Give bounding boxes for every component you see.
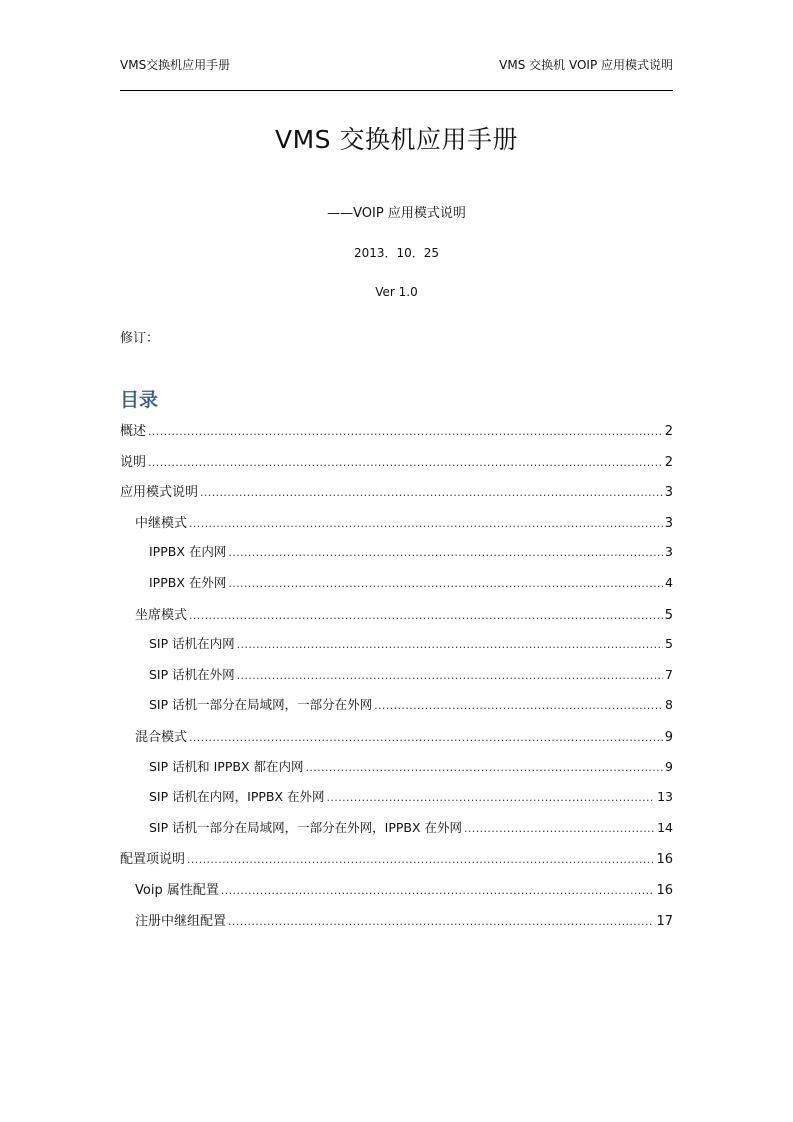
toc-entry-title: IPPBX 在外网 xyxy=(149,574,227,590)
toc-entry-title: 说明 xyxy=(120,454,147,470)
toc-dot-leader xyxy=(237,669,663,682)
toc-entry-page: 3 xyxy=(665,544,673,560)
toc-entry[interactable] xyxy=(120,757,673,788)
document-title: VMS 交换机应用手册 xyxy=(275,125,518,154)
toc-entry[interactable] xyxy=(120,818,673,849)
toc-entry-page: 8 xyxy=(665,697,673,713)
toc-heading: 目录 xyxy=(120,389,159,411)
toc-dot-leader xyxy=(189,609,663,622)
toc-entry-page: 3 xyxy=(664,515,673,531)
toc-entry-page: 2 xyxy=(664,424,673,439)
toc-dot-leader xyxy=(189,731,663,744)
toc-entry-page: 2 xyxy=(664,454,673,470)
toc-entry[interactable] xyxy=(120,848,673,879)
toc-entry-title: 应用模式说明 xyxy=(120,485,199,501)
header-right-text: VMS 交换机 VOIP 应用模式说明 xyxy=(499,58,673,72)
toc-dot-leader xyxy=(221,884,655,897)
toc-entry[interactable] xyxy=(120,726,673,757)
toc-dot-leader xyxy=(464,822,655,835)
toc-dot-leader xyxy=(305,761,663,774)
toc-entry-page: 14 xyxy=(657,819,673,835)
toc-entry-page: 5 xyxy=(665,636,673,652)
toc-entry[interactable] xyxy=(120,451,673,482)
toc-entry-page: 7 xyxy=(665,666,673,682)
header-left-text: VMS交换机应用手册 xyxy=(120,58,231,72)
toc-entry-title: 配置项说明 xyxy=(120,852,186,868)
toc-entry[interactable] xyxy=(120,512,673,543)
document-subtitle: ——VOIP 应用模式说明 xyxy=(327,206,466,221)
toc-entry-title: IPPBX 在内网 xyxy=(149,544,227,560)
toc-entry-title: SIP 话机在内网 xyxy=(149,636,235,652)
toc-dot-leader xyxy=(228,546,663,559)
toc-entry[interactable] xyxy=(120,604,673,635)
toc-entry-page: 16 xyxy=(656,852,673,868)
document-version: Ver 1.0 xyxy=(375,285,418,299)
toc-entry-page: 5 xyxy=(664,607,673,623)
toc-entry-title: SIP 话机在外网 xyxy=(149,666,235,682)
toc-dot-leader xyxy=(200,486,663,499)
toc-entry-title: Voip 属性配置 xyxy=(135,882,219,898)
toc-entry-title: SIP 话机一部分在局域网，一部分在外网 xyxy=(149,697,373,713)
toc-dot-leader xyxy=(148,456,663,469)
toc-entry-title: 坐席模式 xyxy=(135,607,188,623)
toc-entry-page: 13 xyxy=(657,789,673,805)
toc-entry-title: SIP 话机在内网，IPPBX 在外网 xyxy=(149,789,325,805)
toc-dot-leader xyxy=(228,915,654,928)
toc-dot-leader xyxy=(374,699,663,712)
toc-entry-title: SIP 话机一部分在局域网，一部分在外网，IPPBX 在外网 xyxy=(149,819,463,835)
document-date: 2013．10．25 xyxy=(353,246,440,260)
toc-entry[interactable] xyxy=(120,787,673,818)
toc-entry-page: 9 xyxy=(664,729,673,745)
toc-dot-leader xyxy=(189,517,663,530)
toc-entry-title: 注册中继组配置 xyxy=(135,913,227,929)
toc-entry-title: 混合模式 xyxy=(135,729,188,745)
toc-dot-leader xyxy=(228,577,663,590)
toc-entry[interactable] xyxy=(120,910,673,941)
toc-entry-title: 中继模式 xyxy=(135,515,188,531)
toc-entry-page: 3 xyxy=(664,485,673,501)
toc-entry[interactable] xyxy=(120,665,673,696)
toc-dot-leader xyxy=(187,853,654,866)
toc-entry-title: SIP 话机和 IPPBX 都在内网 xyxy=(149,758,304,774)
header-divider xyxy=(120,90,673,91)
toc-dot-leader xyxy=(327,791,656,804)
page-header xyxy=(120,56,673,78)
revision-label: 修订： xyxy=(120,331,160,346)
toc-entry[interactable] xyxy=(120,879,673,910)
toc-entry-title: 概述 xyxy=(120,424,147,439)
toc-entry[interactable] xyxy=(120,481,673,512)
toc-dot-leader xyxy=(148,425,663,438)
toc-entry[interactable] xyxy=(120,420,673,451)
toc-entry-page: 16 xyxy=(656,882,673,898)
toc-entry[interactable] xyxy=(120,573,673,604)
toc-entry[interactable] xyxy=(120,542,673,573)
toc-dot-leader xyxy=(237,638,663,651)
toc-entry-page: 4 xyxy=(665,574,673,590)
toc-entry[interactable] xyxy=(120,634,673,665)
toc-entry-page: 9 xyxy=(665,758,673,774)
table-of-contents xyxy=(120,420,673,940)
toc-entry-page: 17 xyxy=(656,913,673,929)
toc-entry[interactable] xyxy=(120,695,673,726)
